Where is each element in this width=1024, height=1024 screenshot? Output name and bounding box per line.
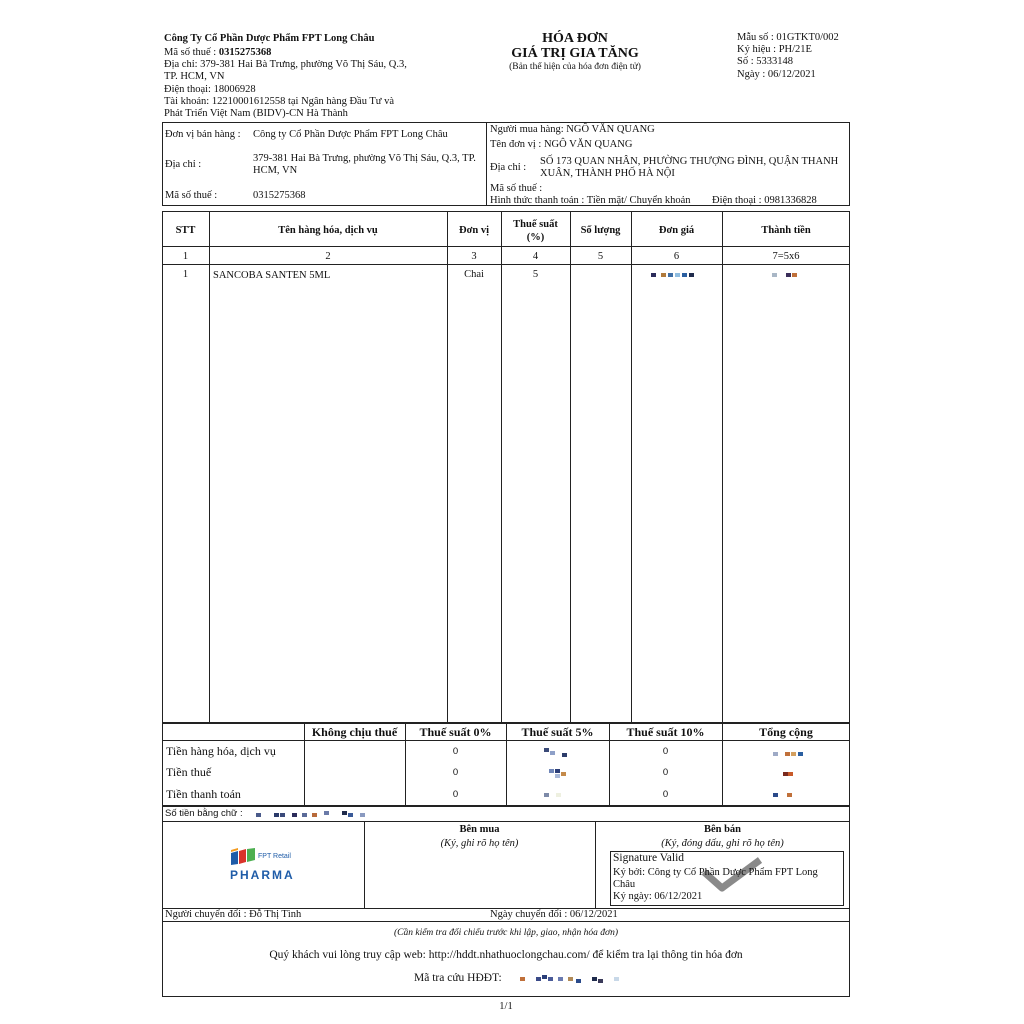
invoice-subtitle-note: (Bản thể hiện của hóa đơn điện tử) — [509, 62, 641, 72]
col-header-qty: Số lượng — [580, 225, 621, 236]
summary-total-tax-redacted — [783, 772, 795, 778]
col-index: 6 — [673, 251, 680, 262]
summary-tax10-tax: 0 — [662, 767, 669, 778]
summary-tax5-payment-redacted — [544, 793, 569, 799]
summary-tax10-goods: 0 — [662, 746, 669, 757]
col-index: 2 — [325, 251, 331, 262]
buyer-phone: Điện thoại : 0981336828 — [712, 195, 817, 206]
invoice-number: Số : 5333148 — [737, 56, 794, 67]
buyer-sign-title: Bên mua — [459, 824, 500, 835]
signed-by-line2: Châu — [613, 879, 636, 890]
payment-method: Hình thức thanh toán : Tiền mặt/ Chuyển khoản — [490, 195, 691, 206]
seller-tax-code: 0315275368 — [218, 47, 272, 58]
col-index: 3 — [471, 251, 477, 262]
summary-tax5-tax-redacted — [549, 769, 574, 781]
logo-brand: FPT Retail — [258, 853, 291, 860]
summary-header-no-tax: Không chịu thuế — [311, 725, 398, 739]
footer-note: (Cần kiểm tra đối chiếu trước khi lập, giao, nhận hóa đơn) — [393, 928, 619, 938]
col-index: 5 — [597, 251, 604, 262]
item-name: SANCOBA SANTEN 5ML — [213, 270, 331, 281]
col-header-unit: Đơn vị — [458, 225, 490, 236]
fpt-pharma-logo — [228, 846, 318, 884]
amount-in-words-redacted — [256, 811, 371, 817]
seller-account-line1: Tài khoản: 12210001612558 tại Ngân hàng Đầu Tư và — [164, 96, 395, 107]
seller-company-name: Công Ty Cổ Phần Dược Phẩm FPT Long Châu — [164, 33, 375, 44]
converter-date: Ngày chuyển đổi : 06/12/2021 — [490, 909, 618, 920]
summary-label-tax: Tiền thuế — [166, 765, 212, 779]
summary-total-payment-redacted — [773, 793, 797, 799]
item-tax: 5 — [532, 269, 539, 280]
buyer-name: Người mua hàng: NGÔ VĂN QUANG — [490, 124, 655, 135]
seller-sign-title: Bên bán — [703, 824, 742, 835]
signature-valid: Signature Valid — [613, 852, 685, 864]
converter-person: Người chuyển đổi : Đỗ Thị Tình — [165, 909, 302, 920]
seller-box-address-label: Địa chỉ : — [165, 159, 202, 170]
seller-unit-value: Công ty Cổ Phần Dược Phẩm FPT Long Châu — [253, 129, 448, 140]
col-header-stt: STT — [175, 225, 196, 236]
seller-address-line2: TP. HCM, VN — [164, 71, 225, 82]
col-index: 1 — [182, 251, 189, 262]
col-header-tax-l1: Thuế suất — [513, 219, 558, 230]
invoice-symbol: Ký hiệu : PH/21E — [737, 44, 812, 55]
item-price-redacted — [651, 273, 701, 278]
amount-in-words-label: Số tiền bằng chữ : — [165, 808, 243, 819]
seller-box-address-line1: 379-381 Hai Bà Trưng, phường Võ Thị Sáu, Q.3, TP. — [253, 153, 476, 164]
summary-tax0-payment: 0 — [452, 789, 459, 800]
invoice-subtitle-vat: GIÁ TRỊ GIA TĂNG — [511, 46, 639, 61]
seller-unit-label: Đơn vị bán hàng : — [165, 129, 241, 140]
summary-label-payment: Tiền thanh toán — [166, 787, 241, 801]
seller-tax-line — [164, 47, 271, 60]
buyer-sign-hint: (Ký, ghi rõ họ tên) — [440, 838, 519, 849]
form-number: Mẫu số : 01GTKT0/002 — [737, 32, 839, 43]
summary-tax5-goods-redacted — [544, 748, 574, 760]
col-header-name: Tên hàng hóa, dịch vụ — [278, 225, 378, 236]
signed-date: Ký ngày: 06/12/2021 — [613, 891, 703, 902]
item-amount-redacted — [772, 273, 802, 278]
seller-account-line2: Phát Triển Việt Nam (BIDV)-CN Hà Thành — [164, 108, 348, 119]
col-header-tax-l2: (%) — [526, 232, 545, 243]
buyer-address-line1: SỐ 173 QUAN NHÂN, PHƯỜNG THƯỢNG ĐÌNH, QUẬN THANH — [540, 156, 839, 167]
items-table — [162, 211, 850, 723]
seller-address-line1: Địa chỉ: 379-381 Hai Bà Trưng, phường Võ Thị Sáu, Q.3, — [164, 59, 407, 70]
page-number: 1/1 — [499, 1001, 513, 1012]
col-header-amount: Thành tiền — [761, 225, 811, 236]
summary-tax0-tax: 0 — [452, 767, 459, 778]
signed-by-line1: Ký bởi: Công ty Cổ Phần Dược Phẩm FPT Long — [613, 867, 818, 878]
item-unit: Chai — [464, 269, 484, 280]
invoice-title: HÓA ĐƠN — [542, 31, 608, 46]
seller-box-tax-value: 0315275368 — [253, 190, 306, 201]
summary-tax0-goods: 0 — [452, 746, 459, 757]
buyer-address-line2: XUÂN, THÀNH PHỐ HÀ NỘI — [540, 168, 675, 179]
buyer-address-label: Địa chỉ : — [490, 162, 527, 173]
lookup-code-redacted — [520, 975, 625, 985]
summary-header-total: Tổng cộng — [759, 725, 813, 739]
fpt-logo-icon — [230, 848, 256, 866]
seller-box-address-line2: HCM, VN — [253, 165, 298, 176]
summary-header-tax5: Thuế suất 5% — [521, 725, 594, 739]
seller-sign-hint: (Ký, đóng dấu, ghi rõ họ tên) — [661, 838, 784, 849]
lookup-code-label: Mã tra cứu HĐĐT: — [414, 972, 502, 984]
seller-phone: Điện thoại: 18006928 — [164, 84, 256, 95]
summary-header-tax0: Thuế suất 0% — [419, 725, 492, 739]
invoice-date: Ngày : 06/12/2021 — [737, 69, 816, 80]
summary-header-tax10: Thuế suất 10% — [626, 725, 705, 739]
summary-tax10-payment: 0 — [662, 789, 669, 800]
buyer-unit: Tên đơn vị : NGÔ VĂN QUANG — [490, 139, 633, 150]
item-stt: 1 — [182, 269, 189, 280]
col-index: 4 — [532, 251, 539, 262]
seller-box-tax-label: Mã số thuế : — [165, 190, 218, 201]
summary-total-goods-redacted — [773, 752, 809, 758]
summary-label-goods: Tiền hàng hóa, dịch vụ — [166, 744, 276, 758]
seller-tax-label: Mã số thuế : — [164, 47, 217, 58]
col-header-price: Đơn giá — [658, 225, 695, 236]
logo-pharma: PHARMA — [230, 868, 295, 882]
footer-visit: Quý khách vui lòng truy cập web: http://hddt.nhathuoclongchau.com/ để kiểm tra lại thông tin hóa đơn — [269, 949, 743, 961]
col-index: 7=5x6 — [772, 251, 800, 262]
buyer-tax: Mã số thuế : — [490, 183, 543, 194]
